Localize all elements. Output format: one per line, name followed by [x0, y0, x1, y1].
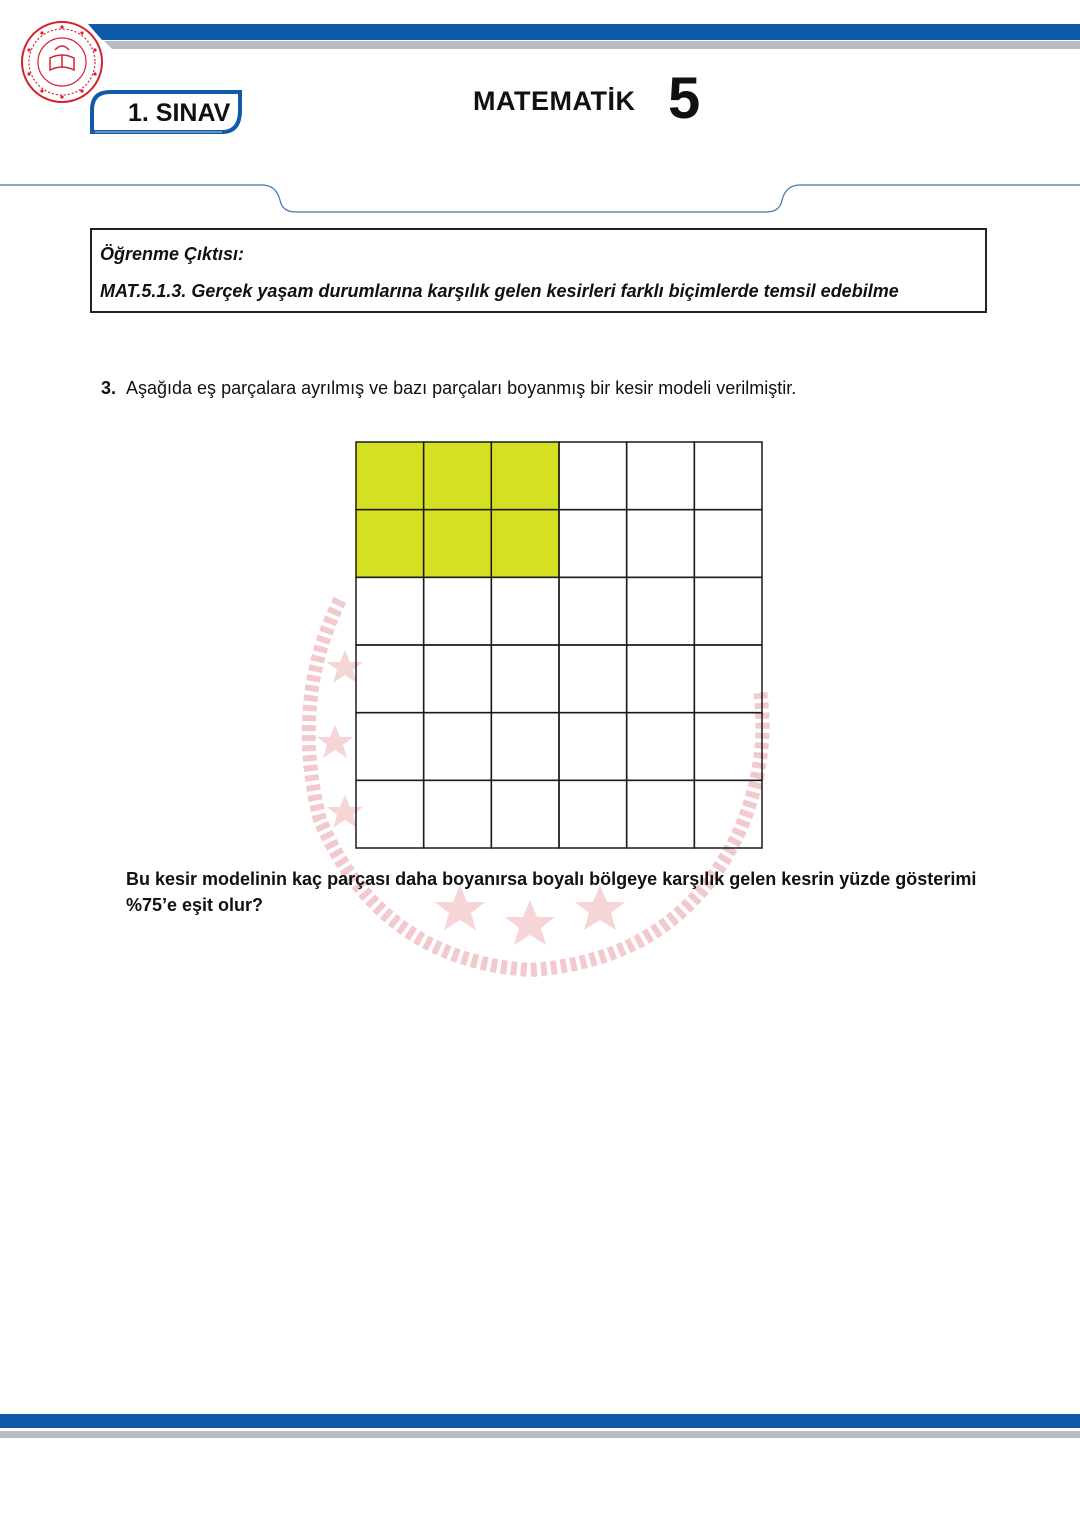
grid-cell [694, 442, 762, 510]
grid-cell [627, 780, 695, 848]
grid-cell [356, 645, 424, 713]
grid-cell [491, 577, 559, 645]
grid-cell [491, 713, 559, 781]
grid-cell-shaded [491, 442, 559, 510]
outcome-text: MAT.5.1.3. Gerçek yaşam durumlarına karşılık gelen kesirleri farklı biçimlerde temsil edebilme [100, 281, 899, 301]
header-stripes [0, 0, 1080, 60]
question-text: Bu kesir modelinin kaç parçası daha boyanırsa boyalı bölgeye karşılık gelen kesrin yüzde gösterimi %75’e eşit olur? [126, 869, 977, 915]
grid-cell-shaded [491, 510, 559, 578]
grid-cell [559, 645, 627, 713]
exam-label: 1. SINAV [128, 99, 231, 127]
grid-cell [694, 577, 762, 645]
grid-cell [627, 645, 695, 713]
outcome-heading: Öğrenme Çıktısı: [100, 244, 245, 264]
grid-cell [491, 780, 559, 848]
grid-cell [694, 780, 762, 848]
grid-cell [559, 442, 627, 510]
grid-cell [356, 713, 424, 781]
grid-cell [694, 510, 762, 578]
grid-cell-shaded [356, 510, 424, 578]
grid-cell [424, 577, 492, 645]
question-intro: Aşağıda eş parçalara ayrılmış ve bazı parçaları boyanmış bir kesir modeli verilmiştir. [126, 378, 797, 398]
grid-cell [694, 645, 762, 713]
grid-cell [559, 713, 627, 781]
grid-cell [559, 510, 627, 578]
question-number: 3. [101, 378, 117, 398]
grid-cell-shaded [356, 442, 424, 510]
grid-cell [627, 577, 695, 645]
grid-cell [356, 780, 424, 848]
grid-cell [559, 780, 627, 848]
learning-outcome-box [90, 228, 987, 313]
grid-cell-shaded [424, 442, 492, 510]
grid-cell [627, 713, 695, 781]
grid-cell [694, 713, 762, 781]
grid-cell-shaded [424, 510, 492, 578]
fraction-model [355, 441, 763, 849]
grid-cell [424, 645, 492, 713]
footer-stripe-gray [0, 1431, 1080, 1438]
grade-number: 5 [668, 66, 701, 131]
grid-cell [356, 577, 424, 645]
grid-cell [491, 645, 559, 713]
header-divider [0, 180, 1080, 220]
grid-cell [559, 577, 627, 645]
grid-cell [627, 442, 695, 510]
grid-cell [424, 780, 492, 848]
grid-cell [424, 713, 492, 781]
grid-cell [627, 510, 695, 578]
subject-title: MATEMATİK [473, 86, 636, 116]
footer-stripe-blue [0, 1414, 1080, 1428]
